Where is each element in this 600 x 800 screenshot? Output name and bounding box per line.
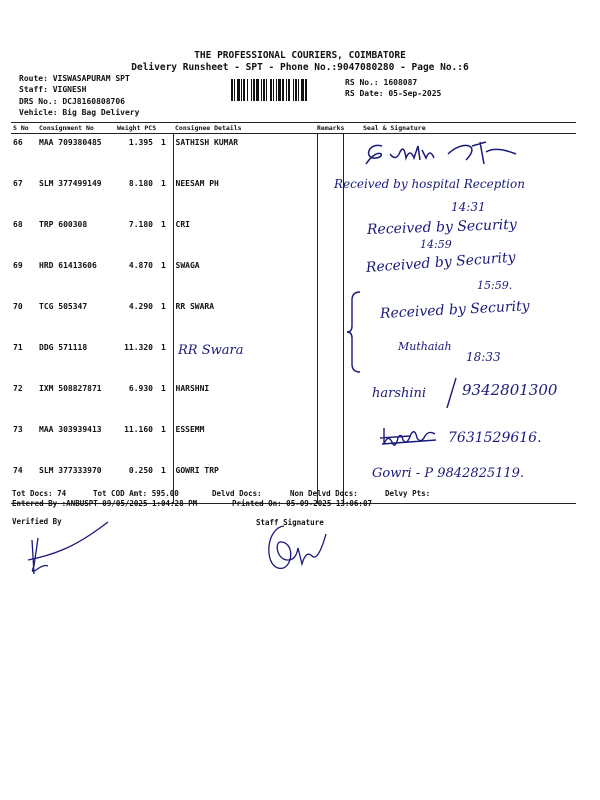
handwritten-time-14-31: 14:31 bbox=[451, 200, 486, 214]
col-seal-signature: Seal & Signature bbox=[343, 123, 576, 134]
row-consignee: RR SWARA bbox=[173, 298, 317, 339]
handwritten-time-18-33: 18:33 bbox=[466, 350, 501, 364]
row-weight-pcs bbox=[115, 257, 173, 298]
row-weight-pcs bbox=[115, 339, 173, 380]
col-consignee: Consignee Details bbox=[173, 123, 317, 134]
staff-label: Staff: VIGNESH bbox=[19, 85, 87, 94]
row-consignment-no: DDG 571118 bbox=[39, 343, 88, 352]
row-sno: 66 bbox=[13, 138, 23, 147]
handwritten-rr-swara: RR Swara bbox=[178, 343, 244, 358]
row-weight-pcs bbox=[115, 421, 173, 462]
row-weight: 4.290 bbox=[128, 302, 153, 311]
row-consignment-no: TRP 600308 bbox=[39, 220, 88, 229]
handwritten-received-security-68: Received by Security bbox=[366, 216, 517, 238]
row-consignee: GOWRI TRP bbox=[173, 462, 317, 504]
col-consignment: Consignment No bbox=[37, 123, 115, 134]
total-cod-amount: Tot COD Amt: 595.00 bbox=[93, 489, 179, 498]
delivery-points: Delvy Pts: bbox=[385, 489, 431, 498]
row-consignee: SATHISH KUMAR bbox=[173, 134, 317, 176]
row-weight: 0.250 bbox=[128, 466, 153, 475]
row-pcs: 1 bbox=[161, 302, 166, 311]
handwritten-muthaiah: Muthaiah bbox=[398, 340, 452, 353]
row-weight-pcs bbox=[115, 134, 173, 176]
row-pcs: 1 bbox=[161, 261, 166, 270]
row-weight: 8.180 bbox=[128, 179, 153, 188]
rs-date: RS Date: 05-Sep-2025 bbox=[345, 89, 442, 98]
rs-number: RS No.: 1608087 bbox=[345, 78, 418, 87]
row-consignment-no: MAA 303939413 bbox=[39, 425, 102, 434]
row-consignment-no: SLM 377499149 bbox=[39, 179, 102, 188]
handwritten-gowri-phone: Gowri - P 9842825119. bbox=[372, 466, 525, 481]
row-weight: 4.870 bbox=[128, 261, 153, 270]
handwritten-time-15-59: 15:59. bbox=[477, 279, 513, 292]
row-consignment-no: HRD 61413606 bbox=[39, 261, 97, 270]
row-remarks bbox=[317, 380, 343, 421]
row-sno: 69 bbox=[13, 261, 23, 270]
row-weight-pcs bbox=[115, 216, 173, 257]
row-consignment-no: TCG 505347 bbox=[39, 302, 88, 311]
row-consignment-no: IXM 508827871 bbox=[39, 384, 102, 393]
row-weight: 6.930 bbox=[128, 384, 153, 393]
row-sno: 70 bbox=[13, 302, 23, 311]
route-label: Route: VISWASAPURAM SPT bbox=[19, 74, 130, 83]
row-sno: 74 bbox=[11, 462, 37, 504]
row-consignment-no: MAA 709380485 bbox=[39, 138, 102, 147]
row-remarks bbox=[317, 298, 343, 339]
row-sno: 72 bbox=[13, 384, 23, 393]
runsheet-subtitle: Delivery Runsheet - SPT - Phone No.:9047080280 - Page No.:6 bbox=[131, 62, 469, 73]
row-weight: 11.320 bbox=[124, 343, 153, 352]
drs-number bbox=[19, 97, 125, 106]
verified-by-label: Verified By bbox=[12, 517, 62, 526]
handwritten-phone-72: 9342801300 bbox=[462, 381, 558, 399]
row-weight: 7.180 bbox=[128, 220, 153, 229]
row-consignee: HARSHNI bbox=[173, 380, 317, 421]
row-sno: 68 bbox=[13, 220, 23, 229]
total-docs: Tot Docs: 74 bbox=[12, 489, 67, 498]
row-remarks bbox=[317, 257, 343, 298]
entered-by: Entered By :ANBUSPT 09/05/2025 1:04:28 PM bbox=[12, 499, 198, 508]
row-remarks bbox=[317, 421, 343, 462]
vehicle-label: Vehicle: Big Bag Delivery bbox=[19, 108, 140, 117]
handwritten-phone-73: 7631529616. bbox=[448, 430, 542, 446]
row-pcs: 1 bbox=[161, 343, 166, 352]
row-weight: 1.395 bbox=[128, 138, 153, 147]
delivered-docs: Delvd Docs: bbox=[212, 489, 262, 498]
row-pcs: 1 bbox=[161, 466, 166, 475]
printed-on: Printed On: 05-09-2025 13:06:07 bbox=[232, 499, 372, 508]
staff-signature-label: Staff Signature bbox=[256, 518, 324, 527]
company-title: THE PROFESSIONAL COURIERS, COIMBATORE bbox=[194, 50, 406, 61]
row-sno: 73 bbox=[13, 425, 23, 434]
row-weight-pcs bbox=[115, 298, 173, 339]
handwritten-harshini: harshini bbox=[372, 386, 427, 401]
row-seal-signature bbox=[343, 339, 576, 380]
row-pcs: 1 bbox=[161, 220, 166, 229]
signature-row-66 bbox=[362, 138, 532, 172]
row-pcs: 1 bbox=[161, 425, 166, 434]
row-pcs: 1 bbox=[161, 384, 166, 393]
row-remarks bbox=[317, 216, 343, 257]
drs-value: DCJ8160808706 bbox=[62, 97, 125, 106]
bracket-rows-70-71 bbox=[346, 290, 366, 374]
row-consignee: NEESAM PH bbox=[173, 175, 317, 216]
row-remarks bbox=[317, 134, 343, 176]
row-sno: 67 bbox=[13, 179, 23, 188]
barcode-image bbox=[231, 79, 343, 101]
row-sno: 71 bbox=[13, 343, 23, 352]
row-weight: 11.160 bbox=[124, 425, 153, 434]
row-consignee: CRI bbox=[173, 216, 317, 257]
slash-mark-72 bbox=[444, 376, 458, 410]
non-delivered-docs: Non Delvd Docs: bbox=[290, 489, 358, 498]
row-pcs: 1 bbox=[161, 138, 166, 147]
row-consignee: SWAGA bbox=[173, 257, 317, 298]
handwritten-received-security-69: Received by Security bbox=[365, 249, 516, 276]
handwritten-received-security-70: Received by Security bbox=[379, 298, 531, 322]
handwritten-received-hospital: Received by hospital Reception bbox=[334, 177, 525, 191]
signature-row-73 bbox=[378, 424, 440, 446]
table-header-row bbox=[11, 123, 576, 134]
drs-label: DRS No.: bbox=[19, 97, 58, 106]
row-weight-pcs bbox=[115, 380, 173, 421]
col-remarks: Remarks bbox=[317, 124, 345, 132]
staff-signature bbox=[262, 520, 332, 572]
row-consignment-no: SLM 377333970 bbox=[37, 462, 115, 504]
row-pcs: 1 bbox=[161, 179, 166, 188]
verifier-signature bbox=[24, 520, 114, 578]
row-remarks bbox=[317, 339, 343, 380]
col-sno: S No bbox=[11, 123, 37, 134]
row-consignee: ESSEMM bbox=[173, 421, 317, 462]
row-weight-pcs bbox=[115, 175, 173, 216]
col-weight-pcs: Weight PCS bbox=[115, 123, 173, 134]
handwritten-time-14-59: 14:59 bbox=[420, 238, 452, 251]
